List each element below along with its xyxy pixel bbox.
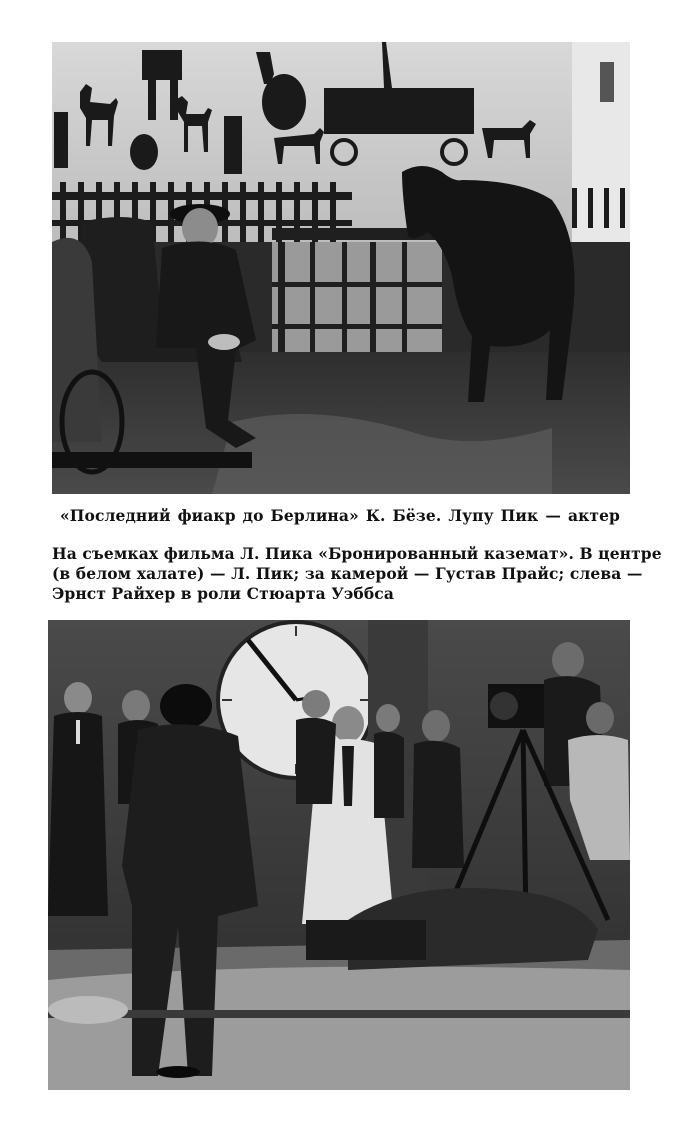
caption-line: (в белом халате) — Л. Пик; за камерой — Густав Прайс; слева — bbox=[52, 564, 643, 583]
photo-caption-bottom bbox=[52, 544, 662, 604]
caption-line: На съемках фильма Л. Пика «Бронированный каземат». В центре bbox=[52, 544, 662, 563]
photo-caption-top: «Последний фиакр до Берлина» К. Бёзе. Лупу Пик — актер bbox=[60, 506, 620, 525]
film-set-photo-armored-vault bbox=[48, 620, 630, 1090]
caption-line: Эрнст Райхер в роли Стюарта Уэббса bbox=[52, 584, 394, 603]
film-still-last-cab-to-berlin bbox=[52, 42, 630, 494]
